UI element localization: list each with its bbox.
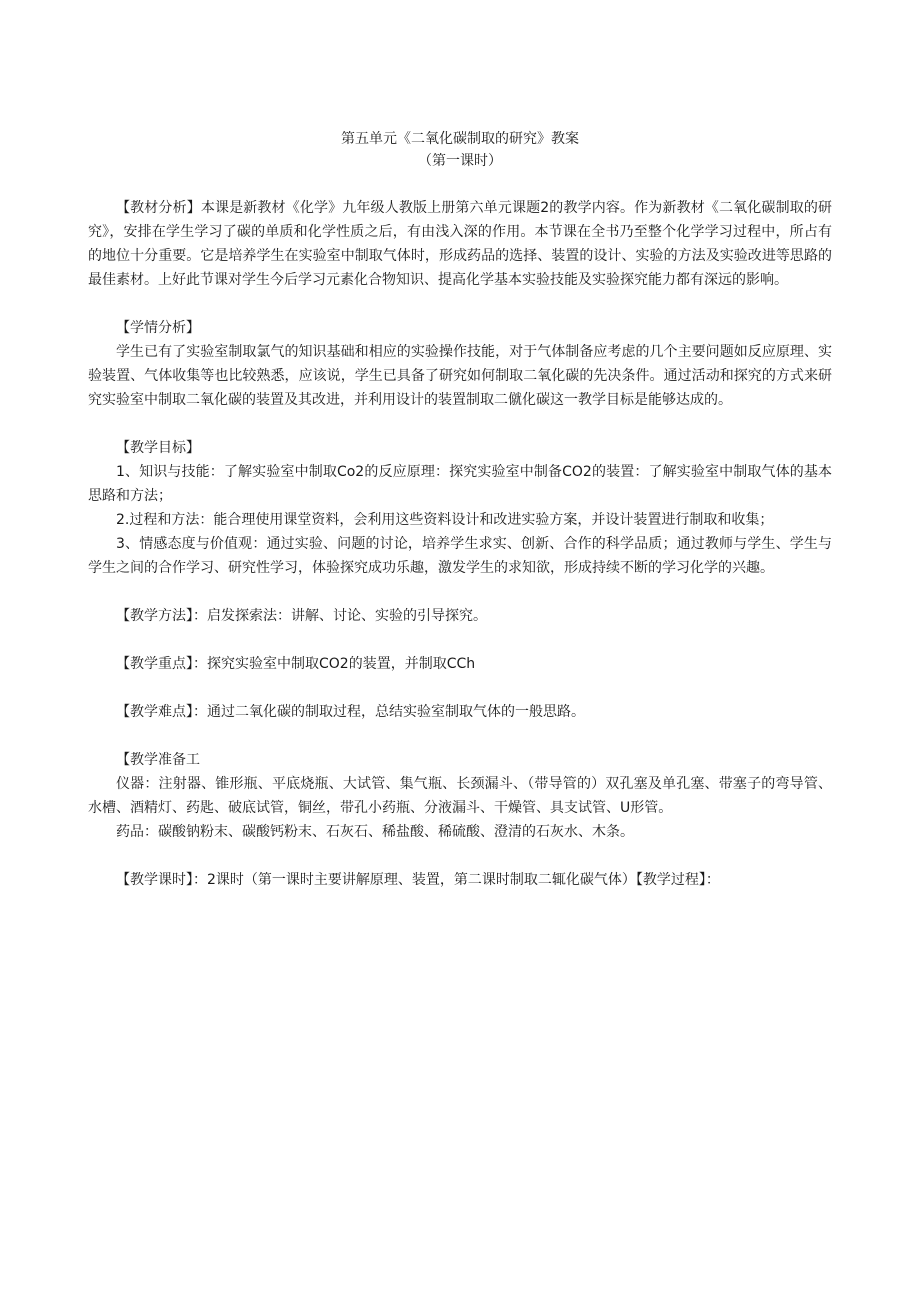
teaching-preparation-heading: 【教学准备工 [116,752,200,768]
spacer [88,580,832,604]
document-title: 第五单元《二氧化碳制取的研究》教案 [341,131,579,147]
goal-emotion-values: 3、情感态度与价值观：通过实验、问题的讨论，培养学生求实、创新、合作的科学品质；通过教师与学生、学生与学生之间的合作学习、研究性学习，体验探究成功乐趣，激发学生的求知欲，形成持续不断的学习化学的兴趣。 [88,536,832,576]
spacer [88,844,832,868]
student-analysis-heading: 【学情分析】 [116,320,200,336]
spacer [88,412,832,436]
goal-knowledge-skills: 1、知识与技能：了解实验室中制取Co2的反应原理：探究实验室中制备CO2的装置：了解实验室中制取气体的基本思路和方法； [88,464,832,504]
spacer [88,724,832,748]
document-page [88,128,832,892]
teaching-difficulty: 【教学难点】：通过二氧化碳的制取过程，总结实验室制取气体的一般思路。 [116,704,585,720]
reagents-list: 药品：碳酸钠粉末、碳酸钙粉末、石灰石、稀盐酸、稀硫酸、澄清的石灰水、木条。 [116,824,634,840]
instruments-list: 仪器：注射器、锥形瓶、平底烧瓶、大试管、集气瓶、长颈漏斗、（带导管的）双孔塞及单孔塞、带塞子的弯导管、水槽、酒精灯、药匙、破底试管，铜丝，带孔小药瓶、分液漏斗、干燥管、具支试管、U形管。 [88,776,832,816]
spacer [88,628,832,652]
document-subtitle: （第一课时） [418,153,502,169]
spacer [88,292,832,316]
teaching-key-point: 【教学重点】：探究实验室中制取CO2的装置，并制取CCh [116,656,476,672]
teaching-hours: 【教学课时】：2课时（第一课时主要讲解原理、装置，第二课时制取二辄化碳气体）【教学过程】： [116,872,720,888]
teaching-method: 【教学方法】：启发探索法：讲解、讨论、实验的引导探究。 [116,608,487,624]
material-analysis-paragraph: 【教材分析】本课是新教材《化学》九年级人教版上册第六单元课题2的教学内容。作为新教材《二氧化碳制取的研究》，安排在学生学习了碳的单质和化学性质之后，有由浅入深的作用。本节课在全书乃至整个化学学习过程中，所占有的地位十分重要。它是培养学生在实验室中制取气体时，形成药品的选择、装置的设计、实验的方法及实验改进等思路的最佳素材。上好此节课对学生今后学习元素化合物知识、提高化学基本实验技能及实验探究能力都有深远的影响。 [88,200,832,288]
goal-process-method: 2.过程和方法：能合理使用课堂资料，会利用这些资料设计和改进实验方案，并设计装置进行制取和收集； [116,512,774,528]
spacer [88,676,832,700]
student-analysis-paragraph: 学生已有了实验室制取氯气的知识基础和相应的实验操作技能，对于气体制备应考虑的几个主要问题如反应原理、实验装置、气体收集等也比较熟悉，应该说，学生已具备了研究如何制取二氧化碳的先决条件。通过活动和探究的方式来研究实验室中制取二氧化碳的装置及其改进，并利用设计的装置制取二僦化碳这一教学目标是能够达成的。 [88,344,832,408]
teaching-goals-heading: 【教学目标】 [116,440,200,456]
